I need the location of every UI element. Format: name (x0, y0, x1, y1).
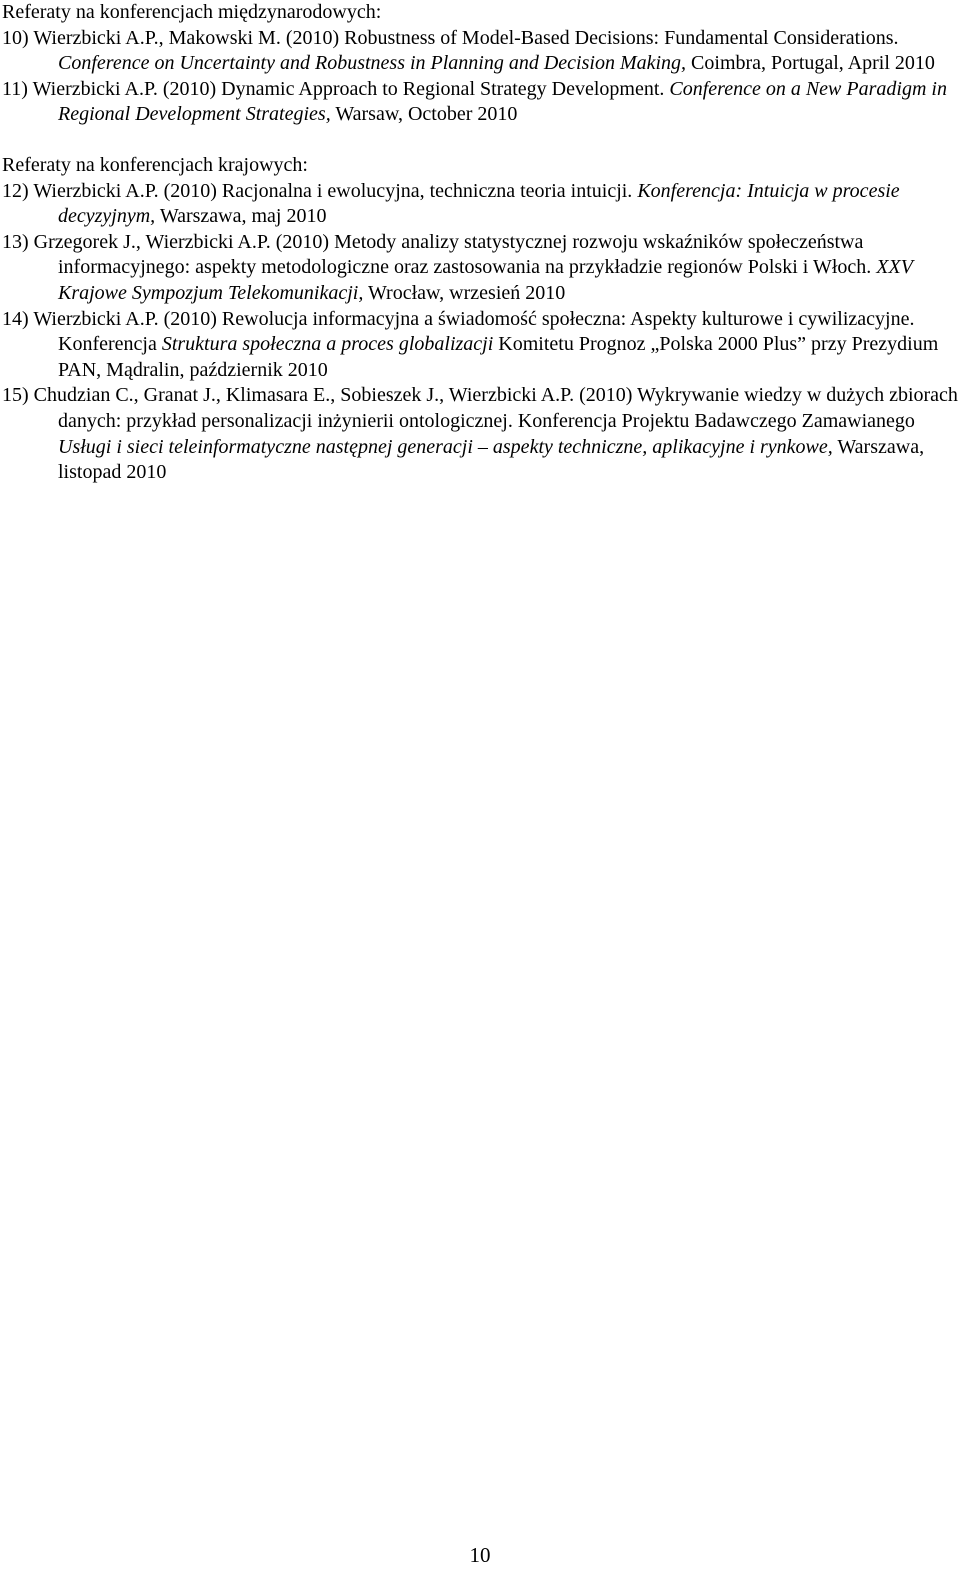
entry-location-date: Warszawa, listopad 2010 (58, 435, 925, 484)
entry-title: Chudzian C., Granat J., Klimasara E., Sobieszek J., Wierzbicki A.P. (2010) Wykrywanie wiedzy w dużych zbiorach danych: przykład personalizacji inżynierii ontologicznej. Konferencja Projektu Badawczego Zamawianego (33, 384, 958, 432)
list-item (0, 26, 960, 77)
list-item (0, 77, 960, 128)
list-item (0, 383, 960, 485)
entry-title: Wierzbicki A.P. (2010) Racjonalna i ewolucyjna, techniczna teoria intuicji. (33, 179, 633, 202)
entry-venue: Konferencja: Intuicja w procesie decyzyjnym, (58, 179, 900, 228)
entry-location-date: Komitetu Prognoz „Polska 2000 Plus” przy Prezydium PAN, Mądralin, październik 2010 (58, 333, 939, 381)
section-heading-national: Referaty na konferencjach krajowych: (2, 153, 308, 176)
entry-location-date: Coimbra, Portugal, April 2010 (691, 52, 935, 75)
entry-venue: XXV Krajowe Sympozjum Telekomunikacji, (58, 256, 913, 304)
entry-location-date: Wrocław, wrzesień 2010 (367, 281, 566, 304)
list-item (0, 230, 960, 307)
list-item (0, 307, 960, 384)
document-body (0, 0, 960, 486)
entry-location-date: Warszawa, maj 2010 (159, 205, 327, 228)
entry-title: Grzegorek J., Wierzbicki A.P. (2010) Metody analizy statystycznej rozwoju wskaźników społeczeństwa informacyjnego: aspekty metodologiczne oraz zastosowania na przykładzie regionów Polski i Włoch. (33, 230, 872, 279)
entry-venue: Struktura społeczna a proces globalizacji (161, 333, 494, 356)
page-number: 10 (469, 1543, 491, 1567)
list-item (0, 179, 960, 230)
entry-number: 14) (2, 307, 29, 330)
section-spacer (0, 128, 960, 153)
entry-number: 12) (2, 179, 29, 202)
entry-list-international (0, 26, 960, 128)
entry-number: 13) (2, 230, 29, 253)
entry-venue: Conference on Uncertainty and Robustness in Planning and Decision Making, (58, 52, 687, 75)
entry-location-date: Warsaw, October 2010 (335, 103, 518, 126)
entry-number: 11) (2, 77, 28, 100)
entry-title: Wierzbicki A.P. (2010) Rewolucja informacyjna a świadomość społeczna: Aspekty kulturowe i cywilizacyjne. Konferencja (33, 307, 915, 356)
entry-number: 15) (2, 384, 29, 407)
entry-venue: Usługi i sieci teleinformatyczne następnej generacji – aspekty techniczne, aplikacyjne i rynkowe, (58, 435, 833, 458)
entry-title: Wierzbicki A.P. (2010) Dynamic Approach to Regional Strategy Development. (32, 77, 665, 100)
entry-venue: Conference on a New Paradigm in Regional Development Strategies, (58, 77, 947, 126)
entry-list-national (0, 179, 960, 486)
section-heading-international: Referaty na konferencjach międzynarodowych: (2, 1, 382, 23)
entry-title: Wierzbicki A.P., Makowski M. (2010) Robustness of Model-Based Decisions: Fundamental Considerations. (33, 26, 899, 49)
entry-number: 10) (2, 26, 29, 49)
